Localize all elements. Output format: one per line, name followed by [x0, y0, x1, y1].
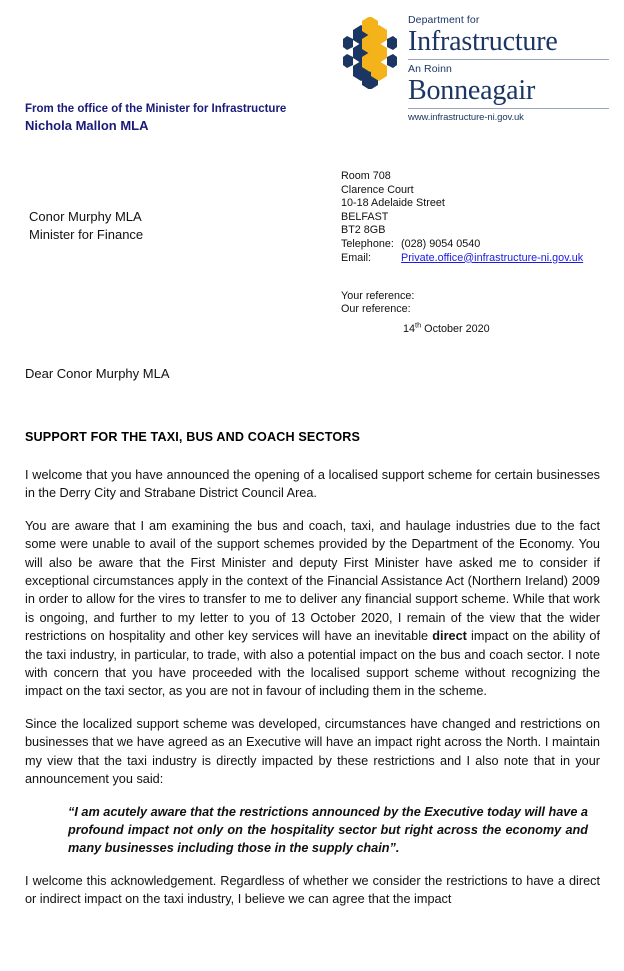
telephone-value: (028) 9054 0540	[401, 237, 481, 250]
letterhead-divider-top	[408, 59, 609, 60]
body-paragraph-2-part1: You are aware that I am examining the bus and coach, taxi, and haulage industries due to the fact some were unable to avail of the support schemes provided by the Department of the Economy. You will also be aware that the First Minister and deputy First Minister have asked me to consider if exceptional circumstances apply in the context of the Financial Assistance Act (Northern Ireland) 2009 in order to allow for the vires to transfer to me to deliver any financial support scheme. While that work is ongoing, and further to my letter to you of 13 October 2020, I remain of the view that the wider restrictions on hospitality and other key services will have an inevitable	[25, 518, 600, 644]
our-reference-label: Our reference:	[341, 303, 411, 316]
department-for-label: Department for	[408, 14, 480, 26]
from-office-line: From the office of the Minister for Infrastructure	[25, 103, 287, 115]
department-name-irish: Bonneagair	[408, 75, 536, 106]
address-street: 10-18 Adelaide Street	[341, 197, 445, 210]
from-office-block	[25, 102, 286, 134]
an-roinn-label: An Roinn	[408, 63, 452, 75]
body-paragraph-4: I welcome this acknowledgement. Regardless of whether we consider the restrictions to have a direct or indirect impact on the taxi industry, I believe we can agree that the impact	[25, 873, 600, 907]
sender-address-block	[341, 170, 583, 265]
email-row	[341, 252, 583, 266]
telephone-row	[341, 238, 583, 252]
address-city: BELFAST	[341, 210, 389, 223]
date-month-year: October 2020	[421, 322, 490, 335]
date-ordinal-suffix: th	[415, 320, 422, 330]
body-paragraph-2	[25, 517, 600, 701]
department-website[interactable]: www.infrastructure-ni.gov.uk	[408, 112, 524, 123]
your-reference-label: Your reference:	[341, 290, 415, 302]
address-building: Clarence Court	[341, 183, 414, 196]
email-label: Email:	[341, 251, 371, 264]
telephone-label: Telephone:	[341, 237, 394, 250]
letter-body	[25, 466, 600, 909]
address-postcode: BT2 8GB	[341, 224, 386, 237]
letterhead-text	[408, 12, 609, 124]
reference-block	[341, 290, 490, 336]
address-room: Room 708	[341, 170, 391, 182]
body-paragraph-2-part2: impact on the ability of the taxi industry, in particular, to trade, with also a potential impact on the bus and coach sector. I note with concern that you have proceeded with the localised support scheme without recognizing the impact on the taxi sector, as you are not in favour of including them in the scheme.	[25, 629, 601, 699]
email-link[interactable]: Private.office@infrastructure-ni.gov.uk	[401, 251, 584, 264]
subject-heading: SUPPORT FOR THE TAXI, BUS AND COACH SECTORS	[25, 430, 361, 444]
quoted-statement: “I am acutely aware that the restrictions announced by the Executive today will have a profound impact not only on the hospitality sector but right across the economy and many businesses including those in the supply chain”.	[68, 804, 588, 856]
department-name: Infrastructure	[408, 26, 558, 57]
body-paragraph-3: Since the localized support scheme was developed, circumstances have changed and restrictions on businesses that we have agreed as an Executive will have an impact right across the North. I maintain my view that the taxi industry is directly impacted by these restrictions and I also note that in your announcement you said:	[25, 716, 600, 787]
recipient-title: Minister for Finance	[29, 226, 144, 242]
body-paragraph-1: I welcome that you have announced the opening of a localised support scheme for certain businesses in the Derry City and Strabane District Council Area.	[25, 468, 600, 501]
email-link-wrap	[401, 252, 583, 266]
dfi-honeycomb-logo-icon	[341, 17, 399, 89]
recipient-name: Conor Murphy MLA	[29, 209, 142, 224]
date-day: 14	[403, 322, 416, 335]
letterhead-divider-bottom	[408, 108, 609, 109]
minister-name: Nichola Mallon MLA	[25, 118, 149, 133]
recipient-block	[29, 208, 143, 243]
body-paragraph-2-emphasis: direct	[432, 629, 467, 644]
letter-date	[403, 320, 490, 336]
salutation: Dear Conor Murphy MLA	[25, 366, 170, 381]
letterhead	[341, 12, 609, 124]
